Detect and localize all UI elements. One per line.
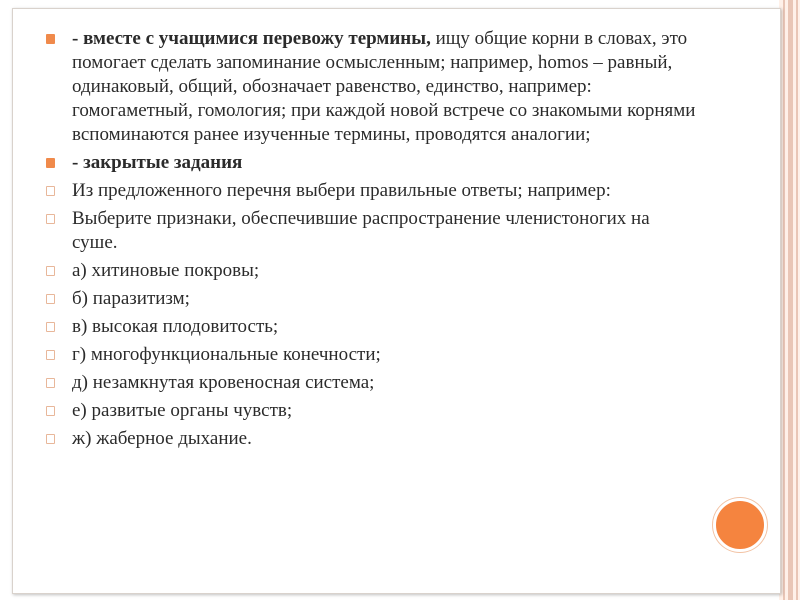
bullet-item-translate-terms <box>46 27 696 147</box>
decorative-stripe <box>783 0 785 600</box>
bullet-text: а) хитиновые покровы; <box>72 260 260 281</box>
decorative-stripe <box>788 0 793 600</box>
square-bullet-icon <box>46 294 55 304</box>
answer-option-v <box>46 315 696 339</box>
answer-option-a <box>46 259 696 283</box>
answer-option-b <box>46 287 696 311</box>
square-bullet-icon <box>46 322 55 332</box>
slide-content <box>46 27 696 455</box>
square-bullet-icon <box>46 158 55 168</box>
bullet-text: ж) жаберное дыхание. <box>72 428 252 449</box>
answer-option-g <box>46 343 696 367</box>
square-bullet-icon <box>46 378 55 388</box>
bullet-text: ищу общие корни в словах, это помогает сделать запоминание осмысленным; например, homos – равный, одинаковый, общий, обозначает равенство, единство, например: гомогаметный, гомология; при каждой новой встрече со знакомыми корнями вспоминаются ранее изученные термины, проводятся аналогии; <box>72 28 696 145</box>
orange-circle-icon <box>713 498 767 552</box>
bullet-bold-text: - закрытые задания <box>72 152 243 173</box>
square-bullet-icon <box>46 406 55 416</box>
answer-option-e <box>46 399 696 423</box>
bullet-text: в) высокая плодовитость; <box>72 316 279 337</box>
bullet-text: Из предложенного перечня выбери правильные ответы; например: <box>72 180 611 201</box>
bullet-text: б) паразитизм; <box>72 288 190 309</box>
square-bullet-icon <box>46 214 55 224</box>
bullet-text: Выберите признаки, обеспечившие распространение членистоногих на суше. <box>72 208 650 253</box>
square-bullet-icon <box>46 186 55 196</box>
square-bullet-icon <box>46 434 55 444</box>
bullet-item-question <box>46 207 696 255</box>
bullet-item-instruction <box>46 179 696 203</box>
bullet-text: е) развитые органы чувств; <box>72 400 293 421</box>
bullet-bold-text: - вместе с учащимися перевожу термины, <box>72 28 431 49</box>
bullet-text: г) многофункциональные конечности; <box>72 344 381 365</box>
square-bullet-icon <box>46 34 55 44</box>
square-bullet-icon <box>46 350 55 360</box>
answer-option-zh <box>46 427 696 451</box>
bullet-item-closed-tasks <box>46 151 696 175</box>
bullet-text: д) незамкнутая кровеносная система; <box>72 372 375 393</box>
square-bullet-icon <box>46 266 55 276</box>
decorative-stripe <box>796 0 798 600</box>
answer-option-d <box>46 371 696 395</box>
